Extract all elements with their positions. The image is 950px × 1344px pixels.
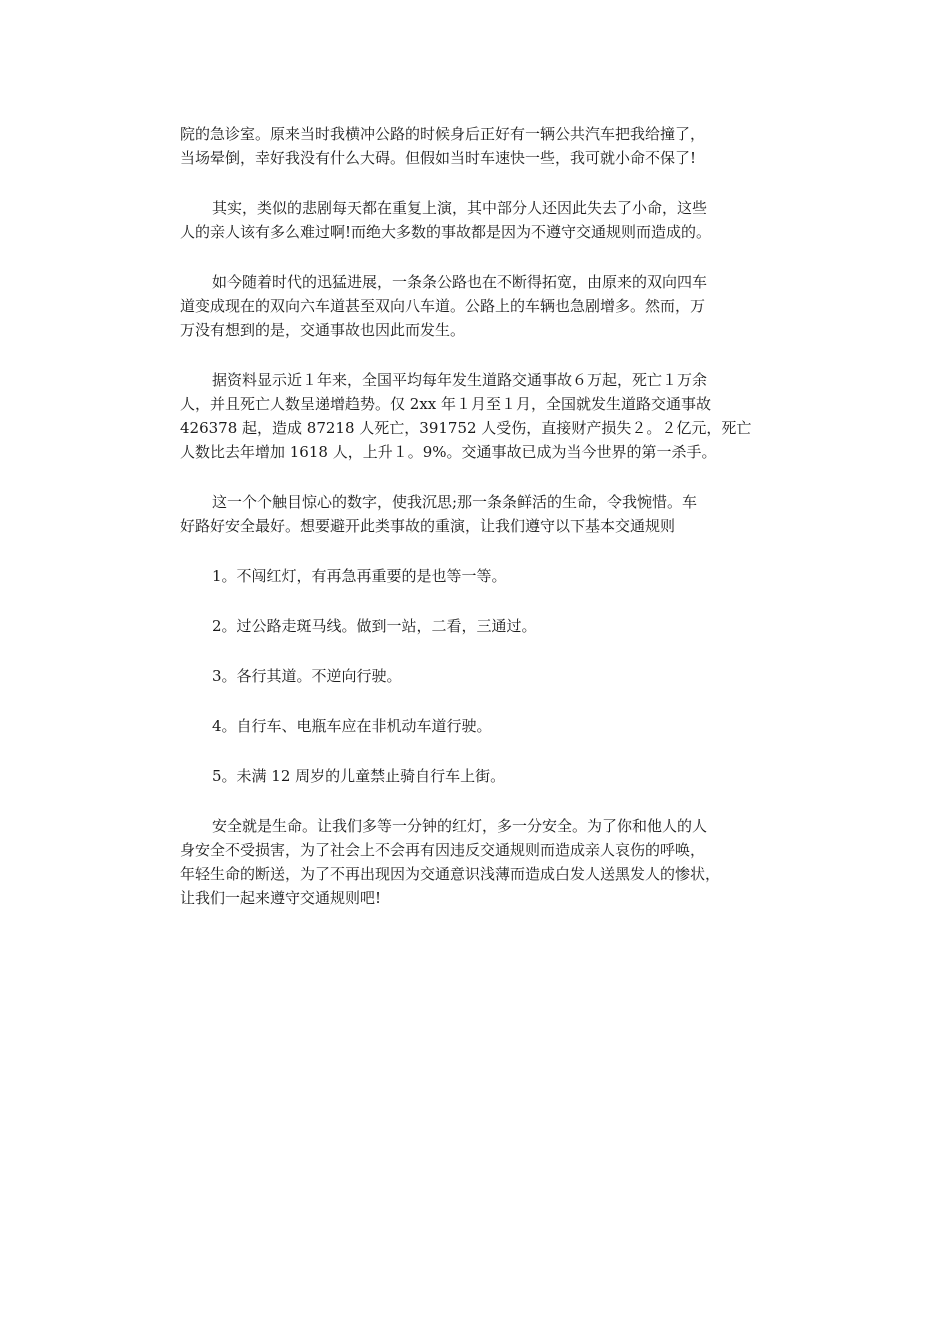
list-item-rule-4: 4。自行车、电瓶车应在非机动车道行驶。	[212, 717, 492, 735]
paragraph-conclusion: 安全就是生命。让我们多等一分钟的红灯，多一分安全。为了你和他人的人 身安全不受损害，为了社会上不会再有因违反交通规则而造成亲人哀伤的呼唤， 年轻生命的断送，为了不再出现因为交通意识浅薄而造成白发人送黑发人的惨状， 让我们一起来遵守交通规则吧!	[180, 817, 721, 907]
paragraph-tragedy: 其实，类似的悲剧每天都在重复上演，其中部分人还因此失去了小命，这些 人的亲人该有多么难过啊!而绝大多数的事故都是因为不遵守交通规则而造成的。	[180, 199, 712, 241]
list-item-rule-1: 1。不闯红灯，有再急再重要的是也等一等。	[212, 567, 507, 585]
paragraph-continued: 院的急诊室。原来当时我横冲公路的时候身后正好有一辆公共汽车把我给撞了， 当场晕倒，幸好我没有什么大碍。但假如当时车速快一些，我可就小命不保了!	[180, 125, 706, 167]
paragraph-statistics: 据资料显示近１年来，全国平均每年发生道路交通事故６万起，死亡１万余 人，并且死亡人数呈递增趋势。仅 2xx 年１月至１月，全国就发生道路交通事故 426378 起，造成 87218 人死亡，391752 人受伤，直接财产损失２。２亿元，死亡 人数比去年增加 1618 人，上升１。9%。交通事故已成为当今世界的第一杀手。	[180, 371, 752, 461]
list-item-rule-2: 2。过公路走斑马线。做到一站，二看，三通过。	[212, 617, 537, 635]
paragraph-roads: 如今随着时代的迅猛进展，一条条公路也在不断得拓宽，由原来的双向四车 道变成现在的双向六车道甚至双向八车道。公路上的车辆也急剧增多。然而，万 万没有想到的是，交通事故也因此而发生。	[180, 273, 708, 339]
traffic-rules-list	[180, 564, 780, 788]
paragraph-reflection: 这一个个触目惊心的数字，使我沉思;那一条条鲜活的生命，令我惋惜。车 好路好安全最好。想要避开此类事故的重演，让我们遵守以下基本交通规则	[180, 493, 698, 535]
list-item-rule-3: 3。各行其道。不逆向行驶。	[212, 667, 402, 685]
document-body	[180, 122, 780, 936]
list-item-rule-5: 5。未满 12 周岁的儿童禁止骑自行车上街。	[212, 767, 506, 785]
